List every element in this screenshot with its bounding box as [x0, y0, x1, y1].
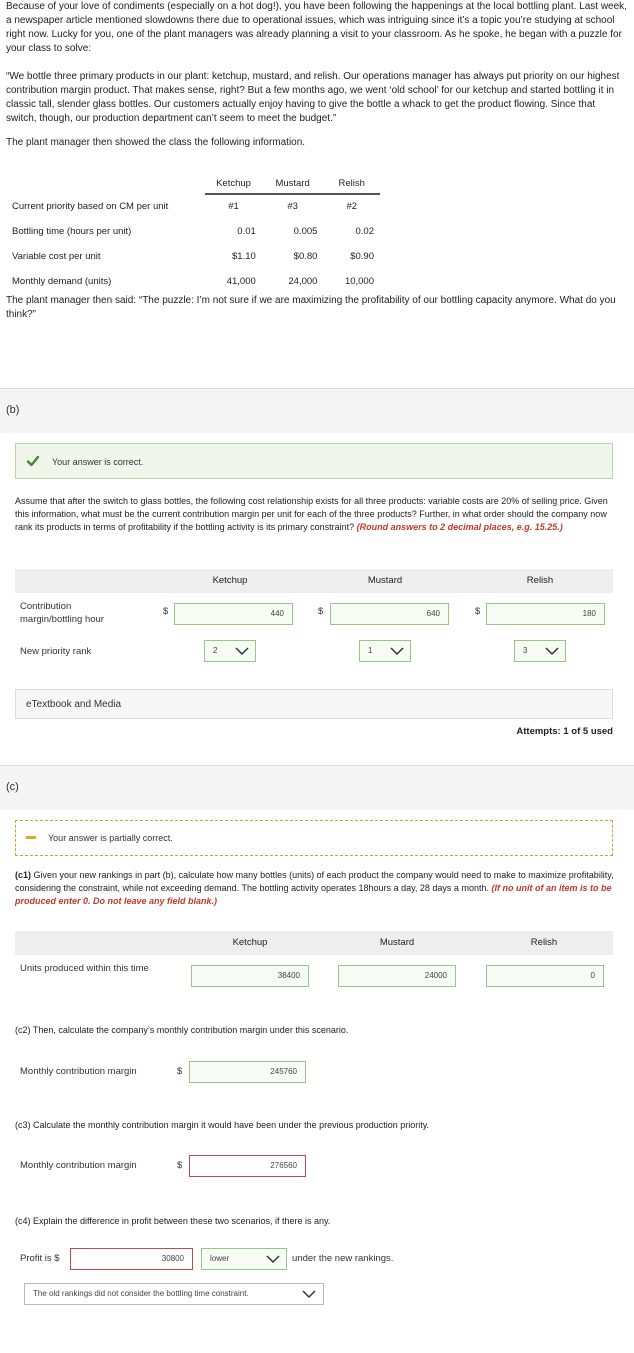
c-col-mustard: Mustard — [379, 937, 415, 948]
part-b-prompt: Assume that after the switch to glass bottles, the following cost relationship exists for all three products: variable costs are 20% of selling price. Given this information, what must be the current contribution margin per unit for each of the three products? Further, in what order should the company now rank its products in terms of profitability if the bottling activity is its primary constraint? (Round answers to 2 decimal places, e.g. 15.25.) — [15, 496, 608, 532]
given-row-bottling-time: Bottling time (hours per unit) 0.01 0.005 0.02 — [12, 225, 374, 237]
c3-prompt: (c3) Calculate the monthly contribution margin it would have been under the previous production priority. — [15, 1120, 430, 1130]
check-icon — [26, 454, 40, 468]
currency-sign: $ — [163, 606, 169, 617]
relish-rank-select[interactable]: 3 — [514, 640, 566, 662]
profit-label: Profit is $ — [20, 1253, 60, 1264]
etextbook-media-link[interactable]: eTextbook and Media — [15, 689, 613, 719]
profit-difference-input[interactable]: 30800 — [70, 1248, 193, 1270]
part-b-header — [15, 569, 613, 593]
chevron-down-icon — [234, 644, 250, 658]
chevron-down-icon — [389, 644, 405, 658]
mustard-units-input[interactable]: 24000 — [338, 965, 456, 987]
c2-margin-label: Monthly contribution margin — [20, 1066, 137, 1077]
correct-status-text: Your answer is correct. — [52, 457, 144, 467]
partial-banner — [15, 820, 613, 856]
given-row-demand: Monthly demand (units) 41,000 24,000 10,000 — [12, 275, 374, 287]
given-data-table — [10, 164, 380, 294]
c-col-ketchup: Ketchup — [232, 937, 268, 948]
part-c-label: (c) — [6, 781, 19, 793]
reason-select[interactable]: The old rankings did not consider the bottling time constraint. — [24, 1283, 324, 1305]
ketchup-rank-select[interactable]: 2 — [204, 640, 256, 662]
c3-margin-label: Monthly contribution margin — [20, 1160, 137, 1171]
chevron-down-icon — [544, 644, 560, 658]
ketchup-units-input[interactable]: 38400 — [191, 965, 309, 987]
direction-select[interactable]: lower — [201, 1248, 287, 1270]
currency-sign: $ — [177, 1160, 183, 1171]
currency-sign: $ — [475, 606, 481, 617]
mustard-cm-input[interactable]: 640 — [330, 603, 449, 625]
c4-prompt: (c4) Explain the difference in profit between these two scenarios, if there is any. — [15, 1216, 331, 1226]
given-col-relish: Relish — [323, 164, 380, 194]
mustard-rank-select[interactable]: 1 — [359, 640, 411, 662]
puzzle-text: The plant manager then said: “The puzzle: I’m not sure if we are maximizing the profitability of our bottling capacity anymore. What do you think?” — [6, 295, 616, 320]
correct-banner — [15, 443, 613, 479]
given-col-ketchup: Ketchup — [205, 164, 262, 194]
units-produced-label: Units produced within this time — [20, 963, 149, 974]
chevron-down-icon — [301, 1287, 317, 1301]
manager-quote: “We bottle three primary products in our plant: ketchup, mustard, and relish. Our operations manager has always put priority on our highest contribution margin product. That makes sense, right? But a few months ago, we went ‘old school’ for our ketchup and started bottling it in classic tall, slender glass bottles. Our customers actually enjoy having to give the bottle a whack to get the product flowing. Since that switch, though, our production department can’t seem to meet the budget.” — [6, 71, 620, 124]
attempts-counter: Attempts: 1 of 5 used — [516, 726, 613, 737]
partial-status-text: Your answer is partially correct. — [48, 833, 173, 843]
intro-paragraph: Because of your love of condiments (especially on a hot dog!), you have been following the happenings at the local bottling plant. Last week, a newspaper article mentioned slowdowns there due to operational issues, which was intriguing since it’s a topic you’re studying at school right now. Lucky for you, one of the plant managers was already planning a visit to your classroom. As he spoke, he began with a puzzle for your class to solve: — [6, 1, 627, 54]
part-b-section — [0, 388, 634, 765]
new-rank-label: New priority rank — [20, 646, 92, 657]
given-row-variable-cost: Variable cost per unit $1.10 $0.80 $0.90 — [12, 250, 374, 262]
cm-per-hour-label: Contribution margin/bottling hour — [20, 601, 104, 625]
relish-cm-input[interactable]: 180 — [486, 603, 605, 625]
b-col-ketchup: Ketchup — [212, 575, 248, 586]
given-row-priority: Current priority based on CM per unit #1 #3 #2 — [12, 200, 357, 212]
c1-prompt: (c1) Given your new rankings in part (b), calculate how many bottles (units) of each product the company would need to make to maximize profitability, considering the constraint, while not exceeding demand. The bottling activity operates 18hours a day, 28 days a month. (If no unit of an item is to be produced enter 0. Do not leave any field blank.) — [15, 870, 614, 906]
relish-units-input[interactable]: 0 — [486, 965, 604, 987]
problem-intro — [0, 0, 634, 322]
c2-margin-input[interactable]: 245760 — [189, 1061, 306, 1083]
part-c-section — [0, 765, 634, 1352]
c2-prompt: (c2) Then, calculate the company’s monthly contribution margin under this scenario. — [15, 1025, 349, 1035]
currency-sign: $ — [177, 1066, 183, 1077]
part-c-header — [15, 931, 613, 955]
part-b-body — [0, 433, 634, 766]
partial-dash-icon — [26, 836, 36, 839]
ketchup-cm-input[interactable]: 440 — [174, 603, 293, 625]
given-col-mustard: Mustard — [262, 164, 324, 194]
currency-sign: $ — [318, 606, 324, 617]
part-c-body — [0, 810, 634, 1353]
c3-margin-input[interactable]: 276560 — [189, 1155, 306, 1177]
under-rankings-text: under the new rankings. — [292, 1253, 394, 1264]
b-col-mustard: Mustard — [367, 575, 403, 586]
c1-note: (If no unit of an item is to be produced enter 0. Do not leave any field blank.) — [15, 883, 612, 906]
intro-showed: The plant manager then showed the class the following information. — [6, 137, 306, 148]
part-b-label: (b) — [6, 404, 20, 416]
b-col-relish: Relish — [526, 575, 554, 586]
rounding-note: (Round answers to 2 decimal places, e.g. 15.25.) — [356, 522, 563, 532]
c-col-relish: Relish — [530, 937, 558, 948]
chevron-down-icon — [265, 1252, 281, 1266]
